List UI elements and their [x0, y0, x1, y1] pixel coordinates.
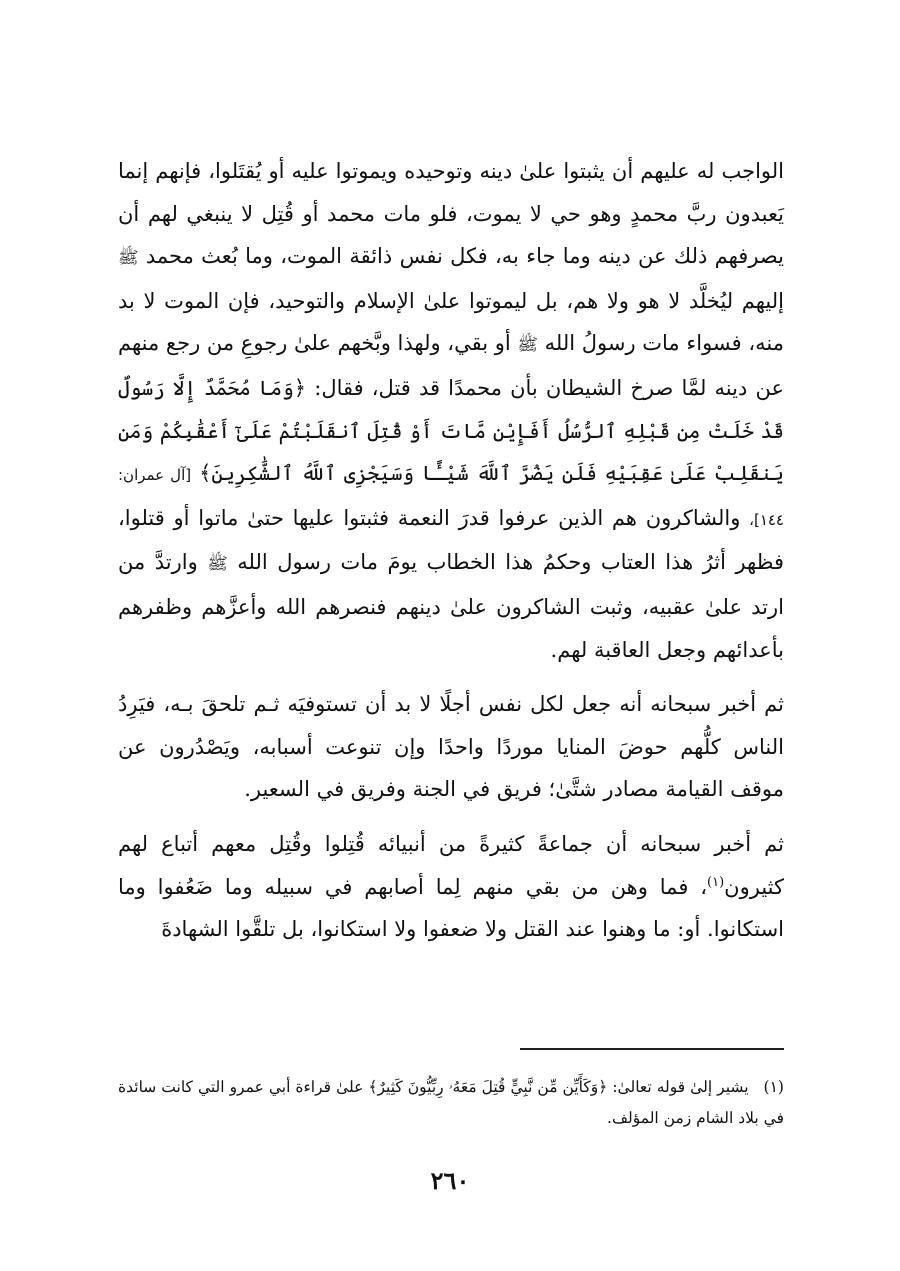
footnote-separator: [520, 1048, 784, 1050]
page-number: ٢٦٠: [430, 1166, 470, 1195]
verse-close-bracket: ﴾: [199, 461, 212, 486]
paragraph-3: [118, 823, 784, 951]
paragraph-1-part-1: الواجب له عليهم أن يثبتوا علىٰ دينه وتوحيده ويموتوا عليه أو يُقتَلوا، فإنهم إنما يَعبدون ربَّ محمدٍ وهو حي لا يموت، فلو مات محمد أو قُتِل لا ينبغي لهم أن يصرفهم ذلك عن دينه وما جاء به، فكل نفس ذائقة الموت، وما بُعث محمد: [118, 159, 784, 269]
paragraph-2: ثم أخبر سبحانه أنه جعل لكل نفس أجلًا لا بد أن تستوفيَه ثـم تلحقَ بـه، فيَرِدُ الناس كلُّهم حوضَ المنايا موردًا واحدًا وإن تنوعت أسبابه، ويَصْدُرون عن موقف القيامة مصادر شتَّىٰ؛ فريق في الجنة وفريق في السعير.: [118, 692, 784, 802]
footnote-part-1: يشير إلىٰ قوله تعالىٰ:: [612, 1078, 749, 1096]
paragraph-1-part-2: إليهم ليُخلَّد لا هو ولا هم، بل ليموتوا علىٰ الإسلام والتوحيد، فإن الموت لا بد منه، فسواء مات رسولُ الله: [118, 288, 784, 356]
paragraph-1: [118, 150, 784, 671]
paragraph-1-part-4: والشاكرون هم الذين عرفوا قدرَ النعمة فثبتوا عليها حتىٰ ماتوا أو قتلوا، فظهر أثرُ هذا العتاب وحكمُ هذا الخطاب يومَ مات رسول الله: [118, 505, 784, 575]
footnote-verse-open-bracket: ﴿: [598, 1078, 608, 1096]
main-text: [118, 150, 784, 951]
paragraph-3-part-2: ، فما وهن من بقي منهم لِما أصابهم في سبيله وما ضَعُفوا وما استكانوا. أو: ما وهنوا عند القتل ولا ضعفوا ولا استكانوا، بل تلقَّوا الشهادةَ: [118, 874, 784, 942]
footnote-verse-close-bracket: ﴾: [368, 1078, 378, 1096]
footnote-part-2: علىٰ قراءة أبي عمرو التي كانت سائدة في بلاد الشام زمن المؤلف.: [118, 1078, 784, 1127]
footnote-number: (١): [763, 1078, 784, 1096]
salawat-symbol: ﷺ: [517, 335, 538, 356]
quran-verse: وَمَا مُحَمَّدٌ إِلَّا رَسُولٌ قَدْ خَلَتْ مِن قَبْلِهِ ٱلرُّسُلُ أَفَإِيْن مَّاتَ أَوْ قُتِلَ ٱنقَلَبْتُمْ عَلَىٰٓ أَعْقَٰبِكُمْ وَمَن يَنقَلِبْ عَلَىٰ عَقِبَيْهِ فَلَن يَضُرَّ ٱللَّهَ شَيْـًٔا وَسَيَجْزِى ٱللَّهُ ٱلشَّٰكِرِينَ: [118, 375, 784, 486]
verse-reference: [آل عمران: ١٤٤]،: [118, 466, 784, 529]
salawat-symbol: ﷺ: [118, 248, 139, 269]
verse-open-bracket: ﴿: [293, 375, 307, 400]
paragraph-1-part-3: أو بقي، ولهذا وبَّخهم علىٰ رجوعِ من رجع منهم عن دينه لمَّا صرخ الشيطان بأن محمدًا قد قتل، فقال:: [118, 331, 784, 400]
paragraph-1-part-5: وارتدَّ من ارتد علىٰ عقبيه، وثبت الشاكرون علىٰ دينهم فنصرهم الله وأعزَّهم وظفرهم بأعدائهم وجعل العاقبة لهم.: [118, 550, 784, 662]
footnote-quran-verse: وَكَأَيِّن مِّن نَّبِيٍّ قُتِلَ مَعَهُۥ رِبِّيُّونَ كَثِيرٌ: [377, 1078, 599, 1096]
salawat-symbol: ﷺ: [207, 554, 228, 575]
footnote-marker: (١): [707, 874, 725, 890]
footnote: [118, 1072, 784, 1134]
paragraph-3-part-1: ثم أخبر سبحانه أن جماعةً كثيرةً من أنبيائه قُتِلوا وقُتِل معهم أتباع لهم كثيرون: [118, 831, 784, 899]
